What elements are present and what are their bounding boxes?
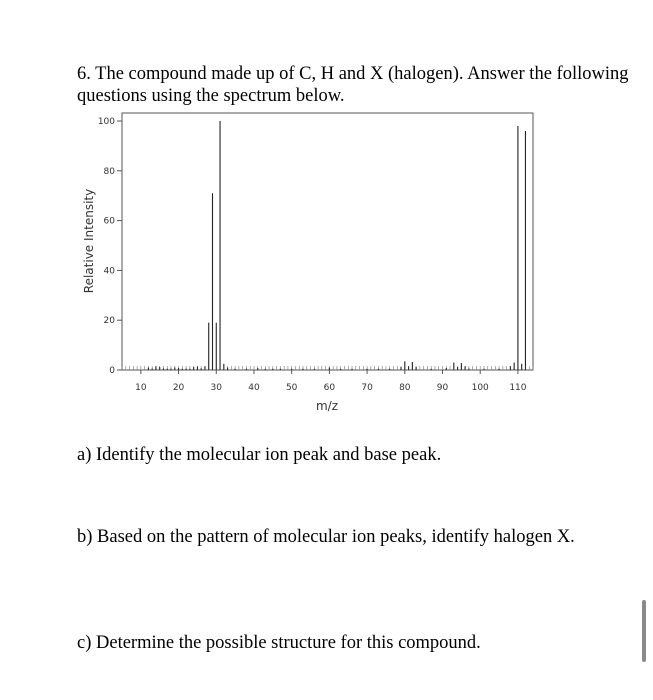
plot-frame xyxy=(122,113,533,370)
question-part-b: b) Based on the pattern of molecular ion peaks, identify halogen X. xyxy=(77,527,575,547)
y-tick-label: 20 xyxy=(103,316,115,327)
y-tick-label: 80 xyxy=(103,166,115,177)
x-tick-label: 80 xyxy=(399,383,411,393)
x-tick-label: 100 xyxy=(471,383,489,393)
y-axis-label: Relative Intensity xyxy=(82,188,96,294)
x-tick-label: 90 xyxy=(436,383,449,393)
y-tick-label: 100 xyxy=(97,117,115,127)
question-part-c: c) Determine the possible structure for this compound. xyxy=(77,633,481,653)
x-axis-label: m/z xyxy=(315,399,339,413)
y-tick-label: 0 xyxy=(109,366,115,376)
x-tick-label: 60 xyxy=(323,383,336,393)
x-tick-label: 40 xyxy=(248,383,260,393)
y-tick-label: 40 xyxy=(103,266,115,277)
y-tick-label: 60 xyxy=(103,216,115,227)
x-tick-label: 10 xyxy=(135,383,147,393)
x-tick-label: 20 xyxy=(172,383,185,393)
x-tick-label: 50 xyxy=(285,383,298,393)
x-tick-label: 70 xyxy=(361,383,373,393)
scrollbar-thumb[interactable] xyxy=(642,600,646,662)
question-part-a: a) Identify the molecular ion peak and base peak. xyxy=(77,445,442,465)
question-title: 6. The compound made up of C, H and X (halogen). Answer the following questions using the spectrum below. xyxy=(77,64,629,106)
x-tick-label: 30 xyxy=(210,383,222,393)
x-tick-label: 110 xyxy=(509,383,527,393)
